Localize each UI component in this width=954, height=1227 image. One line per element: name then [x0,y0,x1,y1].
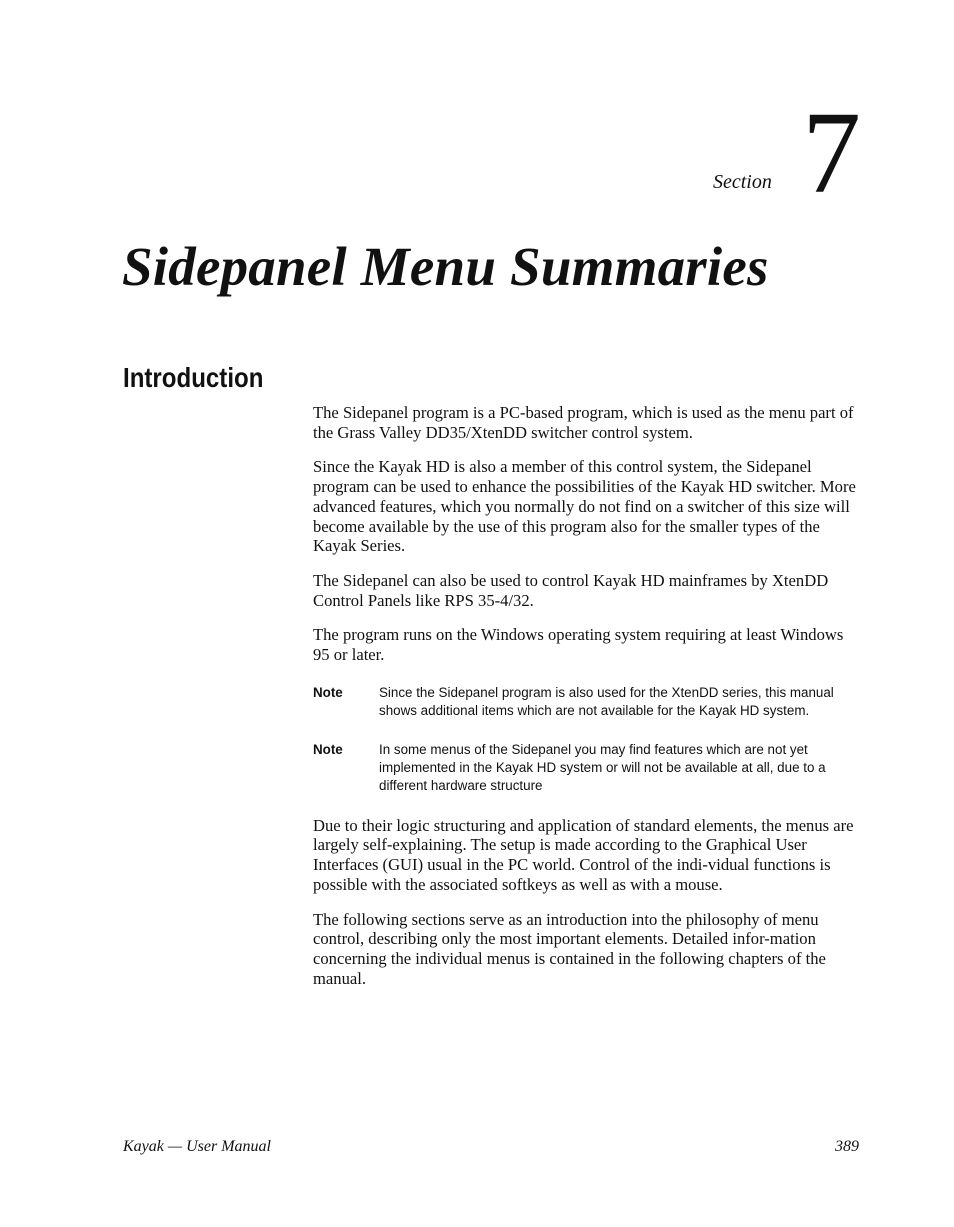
note-text: Since the Sidepanel program is also used for the XtenDD series, this manual shows additional items which are not available for the Kayak HD system. [379,684,834,718]
chapter-title: Sidepanel Menu Summaries [122,236,769,297]
note-label: Note [313,684,343,700]
section-number: 7 [802,87,861,218]
paragraph-logic-structuring: Due to their logic structuring and application of standard elements, the menus are largely self-explaining. The setup is made according to the Graphical User Interfaces (GUI) usual in the PC world. Control of the indi-vidual functions is possible with the associated softkeys as well as with a mouse. [313,815,854,894]
section-heading: Introduction [123,362,264,393]
note-xtendd [313,684,861,720]
paragraph-sidepanel-program: The Sidepanel program is a PC-based program, which is used as the menu part of the Grass Valley DD35/XtenDD switcher control system. [313,403,854,442]
note-unimplemented-features [313,741,861,795]
footer-page-number: 389 [835,1138,859,1155]
paragraph-control-mainframes: The Sidepanel can also be used to control Kayak HD mainframes by XtenDD Control Panels like RPS 35-4/32. [313,570,829,610]
note-label: Note [313,741,343,757]
paragraph-following-sections: The following sections serve as an introduction into the philosophy of menu control, describing only the most important elements. Detailed infor-mation concerning the individual menus is contained in the following chapters of the manual. [313,909,826,988]
footer-manual-title: Kayak — User Manual [123,1138,271,1155]
note-text: In some menus of the Sidepanel you may find features which are not yet implemented in the Kayak HD system or will not be available at all, due to a different hardware structure [379,741,826,793]
paragraph-windows-requirement: The program runs on the Windows operating system requiring at least Windows 95 or later. [313,625,844,665]
paragraph-kayak-member: Since the Kayak HD is also a member of this control system, the Sidepanel program can be used to enhance the possibilities of the Kayak HD switcher. More advanced features, which you normally do not find on a switcher of this size will become available by the use of this program also for the smaller types of the Kayak Series. [313,457,856,556]
body-column [313,403,861,1003]
section-label: Section [713,171,772,193]
